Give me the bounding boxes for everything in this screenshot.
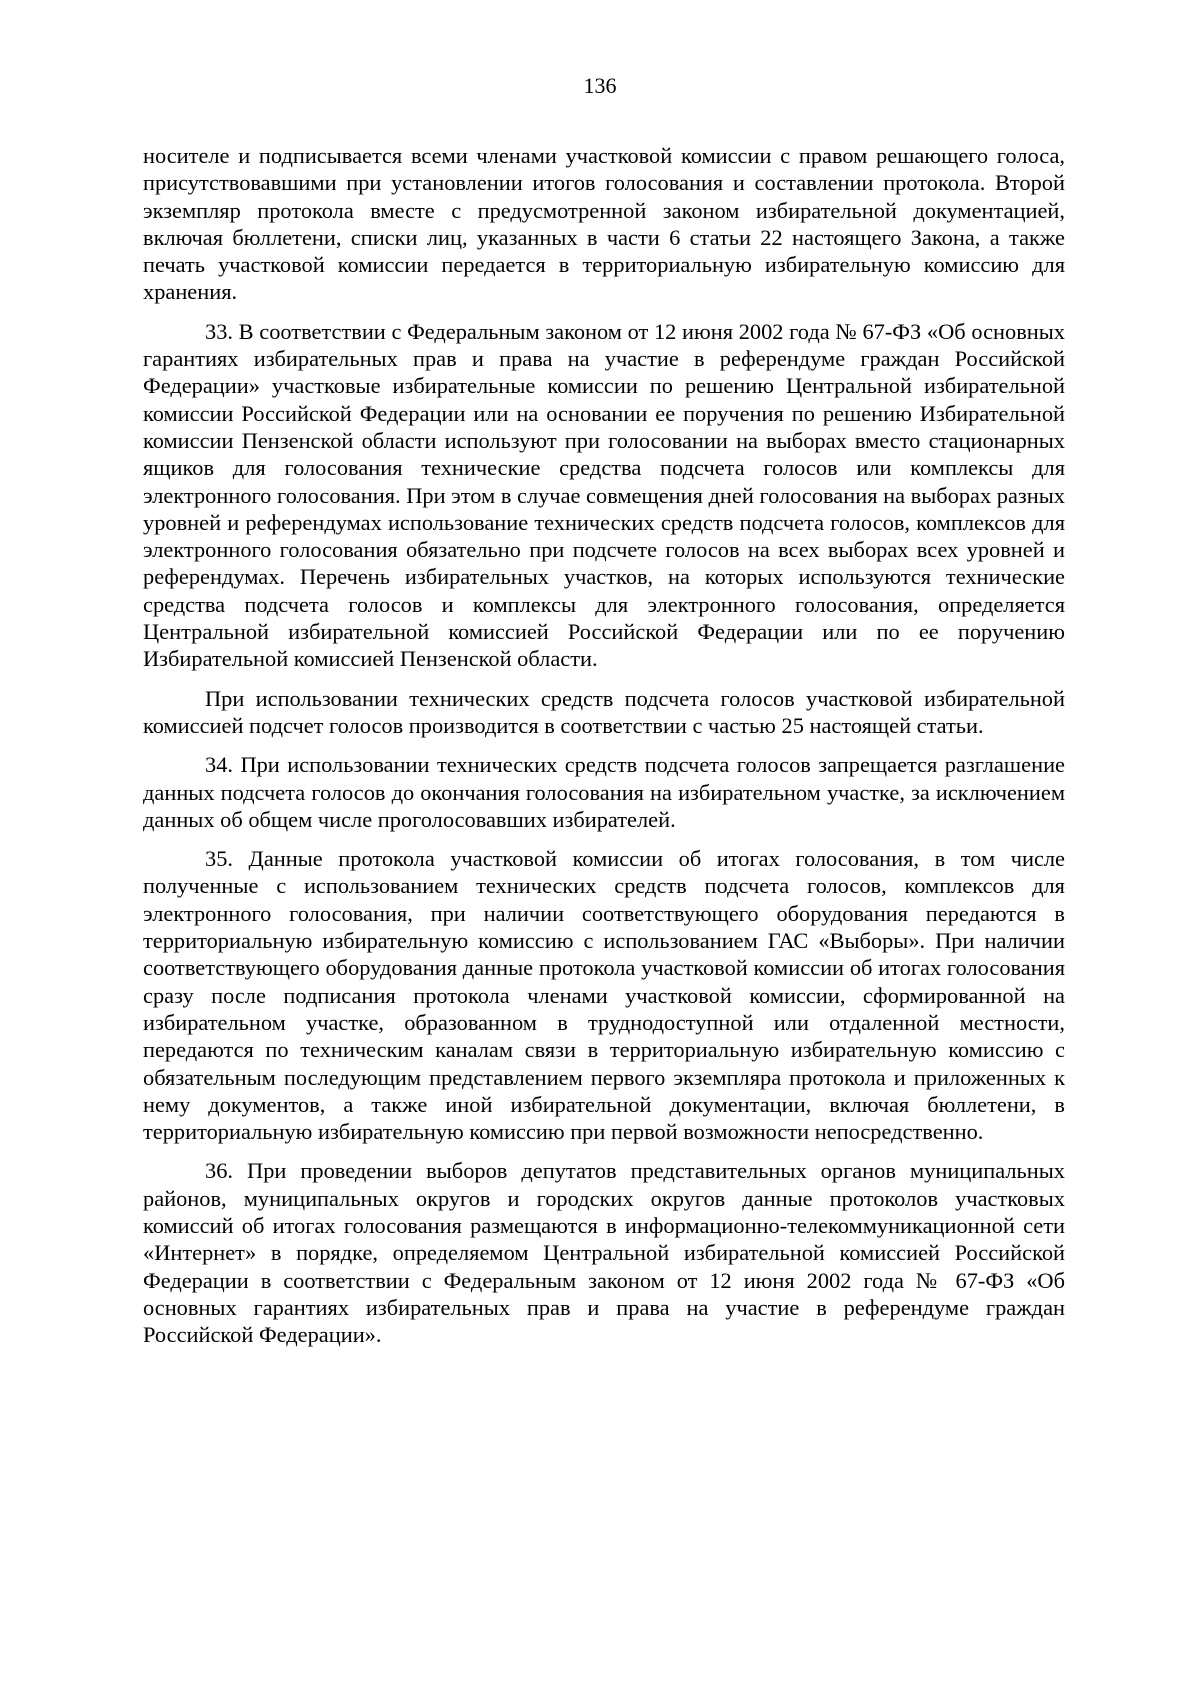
paragraph-item-33: 33. В соответствии с Федеральным законом от 12 июня 2002 года № 67-ФЗ «Об основных гарантиях избирательных прав и права на участие в референдуме граждан Российской Федерации» участковые избирательные комиссии по решению Центральной избирательной комиссии Российской Федерации или на основании ее поручения по решению Избирательной комиссии Пензенской области используют при голосовании на выборах вместо стационарных ящиков для голосования технические средства подсчета голосов или комплексы для электронного голосования. При этом в случае совмещения дней голосования на выборах разных уровней и референдумах использование технических средств подсчета голосов, комплексов для электронного голосования обязательно при подсчете голосов на всех выборах всех уровней и референдумах. Перечень избирательных участков, на которых используются технические средства подсчета голосов и комплексы для электронного голосования, определяется Центральной избирательной комиссией Российской Федерации или по ее поручению Избирательной комиссией Пензенской области. [143, 318, 1065, 672]
paragraph-item-35: 35. Данные протокола участковой комиссии об итогах голосования, в том числе полученные с использованием технических средств подсчета голосов, комплексов для электронного голосования, при наличии соответствующего оборудования передаются в территориальную избирательную комиссию с использованием ГАС «Выборы». При наличии соответствующего оборудования данные протокола участковой комиссии об итогах голосования сразу после подписания протокола членами участковой комиссии, сформированной на избирательном участке, образованном в труднодоступной или отдаленной местности, передаются по техническим каналам связи в территориальную избирательную комиссию с обязательным последующим представлением первого экземпляра протокола и приложенных к нему документов, а также иной избирательной документации, включая бюллетени, в территориальную избирательную комиссию при первой возможности непосредственно. [143, 846, 1065, 1145]
paragraph-item-36: 36. При проведении выборов депутатов представительных органов муниципальных районов, муниципальных округов и городских округов данные протоколов участковых комиссий об итогах голосования размещаются в информационно-телекоммуникационной сети «Интернет» в порядке, определяемом Центральной избирательной комиссией Российской Федерации в соответствии с Федеральным законом от 12 июня 2002 года № 67-ФЗ «Об основных гарантиях избирательных прав и права на участие в референдуме граждан Российской Федерации». [143, 1158, 1065, 1348]
page-number: 136 [583, 73, 617, 98]
paragraph-item-33-counting: При использовании технических средств подсчета голосов участковой избирательной комиссией подсчет голосов производится в соответствии с частью 25 настоящей статьи. [143, 685, 1065, 738]
paragraph-continuation: носителе и подписывается всеми членами участковой комиссии с правом решающего голоса, присутствовавшими при установлении итогов голосования и составлении протокола. Второй экземпляр протокола вместе с предусмотренной законом избирательной документацией, включая бюллетени, списки лиц, указанных в части 6 статьи 22 настоящего Закона, а также печать участковой комиссии передается в территориальную избирательную комиссию для хранения. [143, 143, 1065, 305]
paragraph-item-34: 34. При использовании технических средств подсчета голосов запрещается разглашение данных подсчета голосов до окончания голосования на избирательном участке, за исключением данных об общем числе проголосовавших избирателей. [143, 752, 1065, 832]
document-body [143, 142, 1065, 1360]
